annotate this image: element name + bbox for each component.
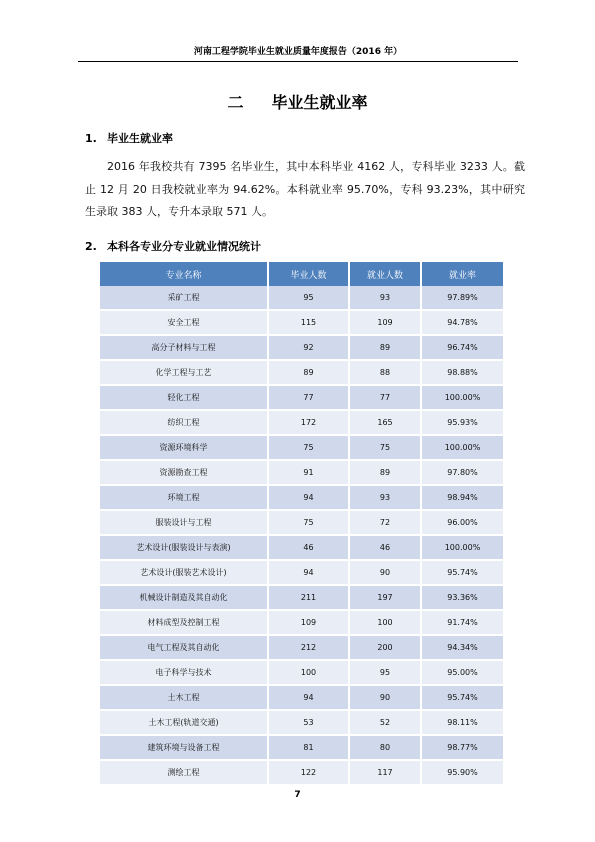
cell-graduates: 77 [268,385,349,410]
table-row [100,560,503,585]
cell-employed: 197 [349,585,421,610]
cell-employed: 117 [349,760,421,785]
cell-rate: 95.90% [421,760,503,785]
cell-employed: 93 [349,485,421,510]
page-header: 河南工程学院毕业生就业质量年度报告（2016 年） [78,44,518,62]
cell-major: 机械设计制造及其自动化 [100,585,268,610]
cell-graduates: 91 [268,460,349,485]
cell-employed: 88 [349,360,421,385]
cell-rate: 100.00% [421,385,503,410]
cell-major: 化学工程与工艺 [100,360,268,385]
table-row [100,510,503,535]
table-row [100,360,503,385]
chapter-title-text: 毕业生就业率 [271,93,368,112]
cell-rate: 97.89% [421,286,503,310]
column-header-employed: 就业人数 [349,262,421,286]
cell-rate: 95.93% [421,410,503,435]
cell-major: 土木工程 [100,685,268,710]
cell-major: 测绘工程 [100,760,268,785]
cell-rate: 93.36% [421,585,503,610]
table-row [100,435,503,460]
column-header-rate: 就业率 [421,262,503,286]
chapter-number: 二 [227,93,244,112]
table-row [100,460,503,485]
cell-rate: 91.74% [421,610,503,635]
cell-graduates: 75 [268,510,349,535]
cell-major: 服装设计与工程 [100,510,268,535]
cell-graduates: 94 [268,560,349,585]
cell-major: 轻化工程 [100,385,268,410]
cell-employed: 72 [349,510,421,535]
table-row [100,286,503,310]
cell-major: 艺术设计(服装设计与表演) [100,535,268,560]
cell-major: 艺术设计(服装艺术设计) [100,560,268,585]
table-body [100,286,503,785]
table-row [100,335,503,360]
table-row [100,585,503,610]
cell-employed: 90 [349,560,421,585]
cell-rate: 94.78% [421,310,503,335]
cell-rate: 98.11% [421,710,503,735]
cell-graduates: 94 [268,485,349,510]
column-header-graduates: 毕业人数 [268,262,349,286]
major-employment-table [100,262,503,786]
table-row [100,310,503,335]
section-heading-text: 本科各专业分专业就业情况统计 [107,240,261,253]
table-row [100,660,503,685]
cell-graduates: 53 [268,710,349,735]
table-row [100,410,503,435]
table-row [100,685,503,710]
cell-major: 环境工程 [100,485,268,510]
cell-graduates: 115 [268,310,349,335]
cell-graduates: 89 [268,360,349,385]
cell-major: 材料成型及控制工程 [100,610,268,635]
cell-graduates: 75 [268,435,349,460]
cell-rate: 97.80% [421,460,503,485]
table-row [100,385,503,410]
table-row [100,735,503,760]
cell-major: 土木工程(轨道交通) [100,710,268,735]
cell-rate: 96.74% [421,335,503,360]
table-row [100,760,503,785]
cell-rate: 95.00% [421,660,503,685]
cell-rate: 95.74% [421,560,503,585]
cell-employed: 200 [349,635,421,660]
cell-rate: 94.34% [421,635,503,660]
cell-employed: 100 [349,610,421,635]
page-number: 7 [294,790,301,800]
employment-summary-paragraph: 2016 年我校共有 7395 名毕业生，其中本科毕业 4162 人，专科毕业 3233 人。截止 12 月 20 日我校就业率为 94.62%。本科就业率 95.70%，专科 93.23%，其中研究生录取 383 人，专升本录取 571 人。 [85,160,525,218]
cell-employed: 52 [349,710,421,735]
cell-rate: 100.00% [421,535,503,560]
table-row [100,710,503,735]
cell-graduates: 100 [268,660,349,685]
section-heading-major-stats [85,238,261,254]
cell-major: 资源勘查工程 [100,460,268,485]
cell-graduates: 212 [268,635,349,660]
cell-graduates: 46 [268,535,349,560]
table-row [100,535,503,560]
cell-rate: 98.94% [421,485,503,510]
section-index: 2. [85,240,97,253]
cell-graduates: 92 [268,335,349,360]
table-row [100,610,503,635]
cell-rate: 95.74% [421,685,503,710]
table-header-row [100,262,503,286]
cell-graduates: 109 [268,610,349,635]
cell-employed: 90 [349,685,421,710]
section-heading-employment-rate [85,130,173,146]
cell-major: 高分子材料与工程 [100,335,268,360]
cell-employed: 89 [349,460,421,485]
cell-employed: 80 [349,735,421,760]
cell-graduates: 122 [268,760,349,785]
cell-employed: 165 [349,410,421,435]
cell-employed: 95 [349,660,421,685]
cell-major: 安全工程 [100,310,268,335]
cell-rate: 98.88% [421,360,503,385]
chapter-title [0,90,595,113]
column-header-major: 专业名称 [100,262,268,286]
cell-major: 采矿工程 [100,286,268,310]
cell-graduates: 211 [268,585,349,610]
cell-major: 资源环境科学 [100,435,268,460]
cell-graduates: 172 [268,410,349,435]
section-index: 1. [85,132,97,145]
cell-rate: 98.77% [421,735,503,760]
cell-employed: 89 [349,335,421,360]
cell-graduates: 95 [268,286,349,310]
cell-major: 建筑环境与设备工程 [100,735,268,760]
cell-graduates: 81 [268,735,349,760]
cell-rate: 96.00% [421,510,503,535]
table-row [100,485,503,510]
cell-major: 电气工程及其自动化 [100,635,268,660]
cell-major: 电子科学与技术 [100,660,268,685]
cell-employed: 77 [349,385,421,410]
cell-major: 纺织工程 [100,410,268,435]
cell-employed: 46 [349,535,421,560]
cell-rate: 100.00% [421,435,503,460]
cell-employed: 75 [349,435,421,460]
cell-employed: 93 [349,286,421,310]
section-heading-text: 毕业生就业率 [107,132,173,145]
table-row [100,635,503,660]
cell-employed: 109 [349,310,421,335]
cell-graduates: 94 [268,685,349,710]
